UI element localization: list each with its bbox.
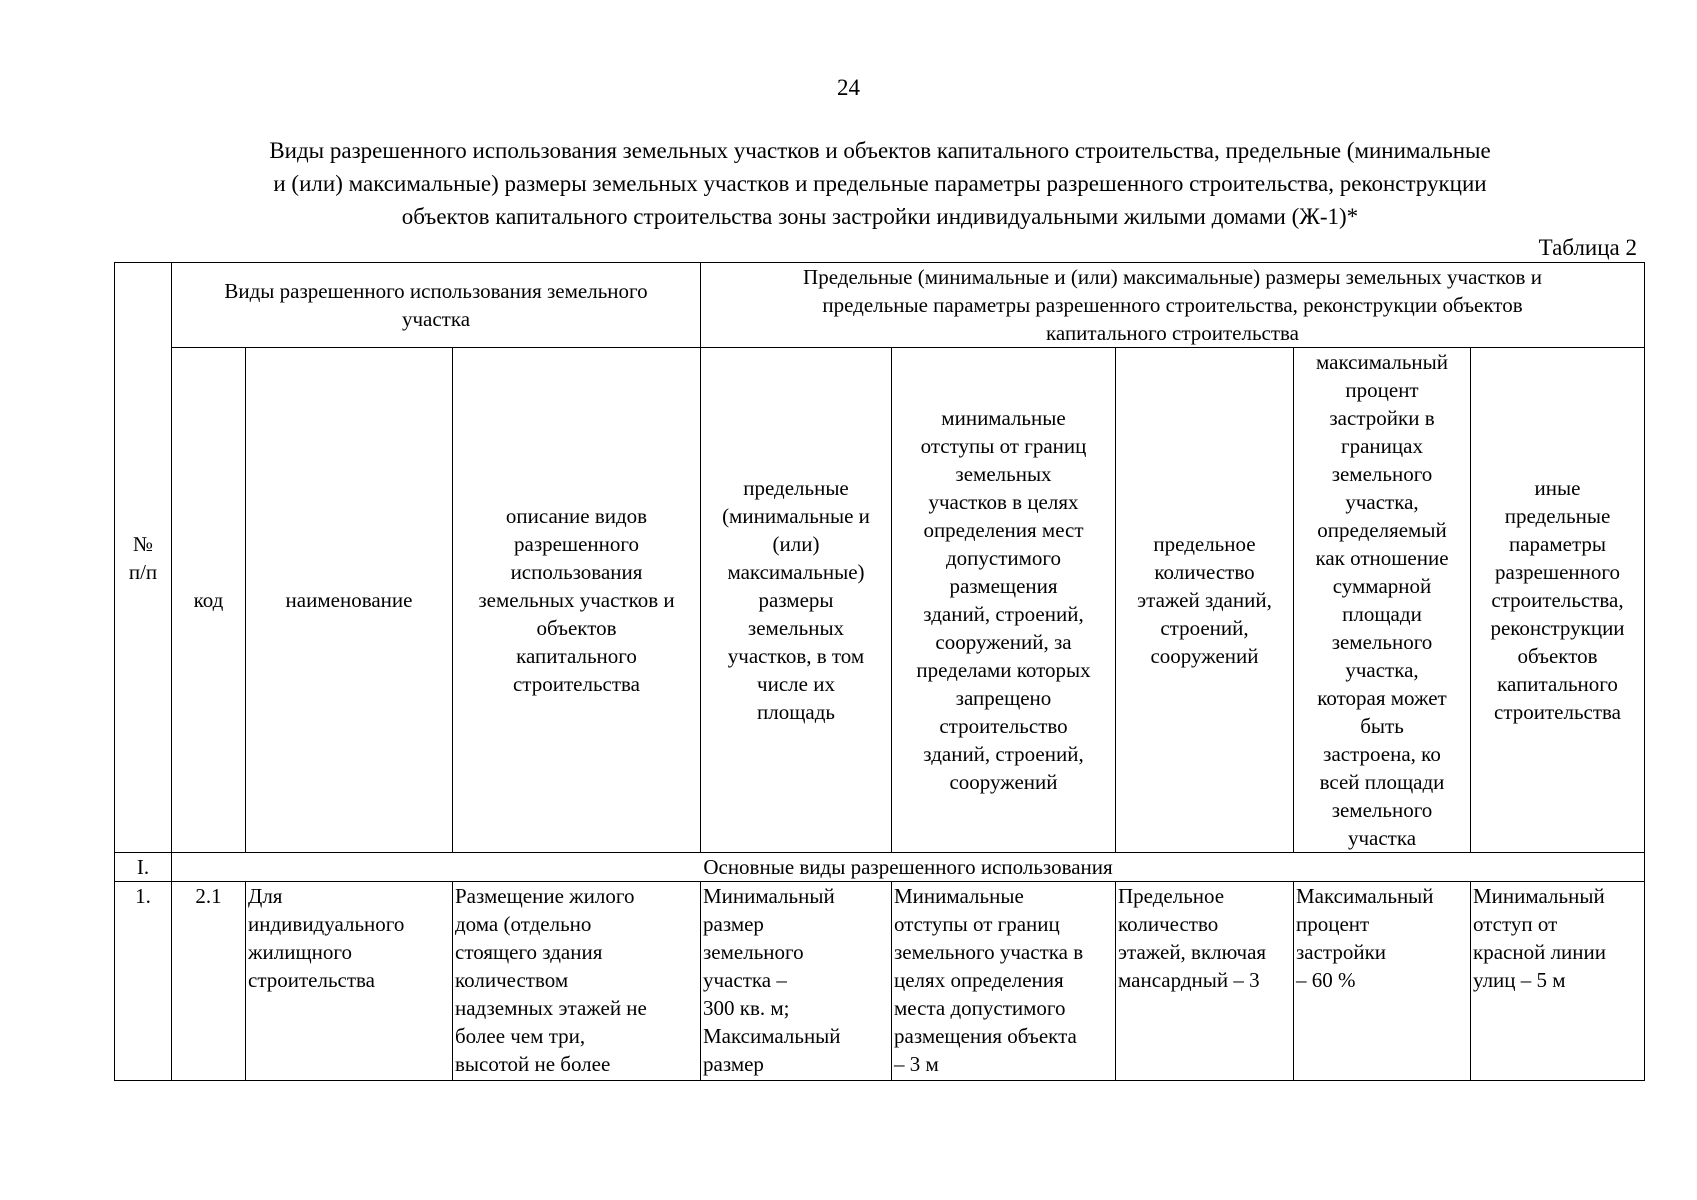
header-floors: предельное количество этажей зданий, строений, сооружений [1116,348,1294,853]
title-line-1: Виды разрешенного использования земельных участков и объектов капитального строительства, предельные (минимальные [269,138,1491,163]
header-setbacks: минимальные отступы от границ земельных участков в целях определения мест допустимого размещения зданий, строений, сооружений, за пределами которых запрещено строительство зданий, строений, сооружений [892,348,1116,853]
title-line-3: объектов капитального строительства зоны застройки индивидуальными жилыми домами (Ж-1)* [401,204,1359,229]
document-title [100,134,1660,233]
row-sizes: Минимальный размер земельного участка – 300 кв. м; Максимальный размер [701,882,892,1081]
page-number: 24 [837,75,860,100]
row-description: Размещение жилого дома (отдельно стоящего здания количеством надземных этажей не более чем три, высотой не более [453,882,701,1081]
row-setbacks: Минимальные отступы от границ земельного участка в целях определения места допустимого размещения объекта – 3 м [892,882,1116,1081]
header-row-1 [115,263,1645,348]
header-num: № п/п [115,263,172,853]
row-name: Для индивидуального жилищного строительства [246,882,453,1081]
header-description: описание видов разрешенного использования земельных участков и объектов капитального строительства [453,348,701,853]
header-row-2 [115,348,1645,853]
header-group-right: Предельные (минимальные и (или) максимальные) размеры земельных участков и предельные параметры разрешенного строительства, реконструкции объектов капитального строительства [701,263,1645,348]
header-other: иные предельные параметры разрешенного строительства, реконструкции объектов капитального строительства [1471,348,1645,853]
section-row [115,853,1645,882]
row-num: 1. [115,882,172,1081]
header-coverage: максимальный процент застройки в границах земельного участка, определяемый как отношение суммарной площади земельного участка, которая может быть застроена, ко всей площади земельного участка [1294,348,1471,853]
header-code: код [172,348,246,853]
row-floors: Предельное количество этажей, включая мансардный – 3 [1116,882,1294,1081]
header-name: наименование [246,348,453,853]
row-code: 2.1 [172,882,246,1081]
header-sizes: предельные (минимальные и (или) максимальные) размеры земельных участков, в том числе их площадь [701,348,892,853]
section-num: I. [115,853,172,882]
table-row [115,882,1645,1081]
header-group-left: Виды разрешенного использования земельного участка [172,263,701,348]
title-line-2: и (или) максимальные) размеры земельных участков и предельные параметры разрешенного строительства, реконструкции [273,171,1487,196]
row-coverage: Максимальный процент застройки – 60 % [1294,882,1471,1081]
row-other: Минимальный отступ от красной линии улиц – 5 м [1471,882,1645,1081]
section-label: Основные виды разрешенного использования [172,853,1645,882]
table-label: Таблица 2 [1538,235,1637,260]
land-use-table [114,262,1645,1081]
